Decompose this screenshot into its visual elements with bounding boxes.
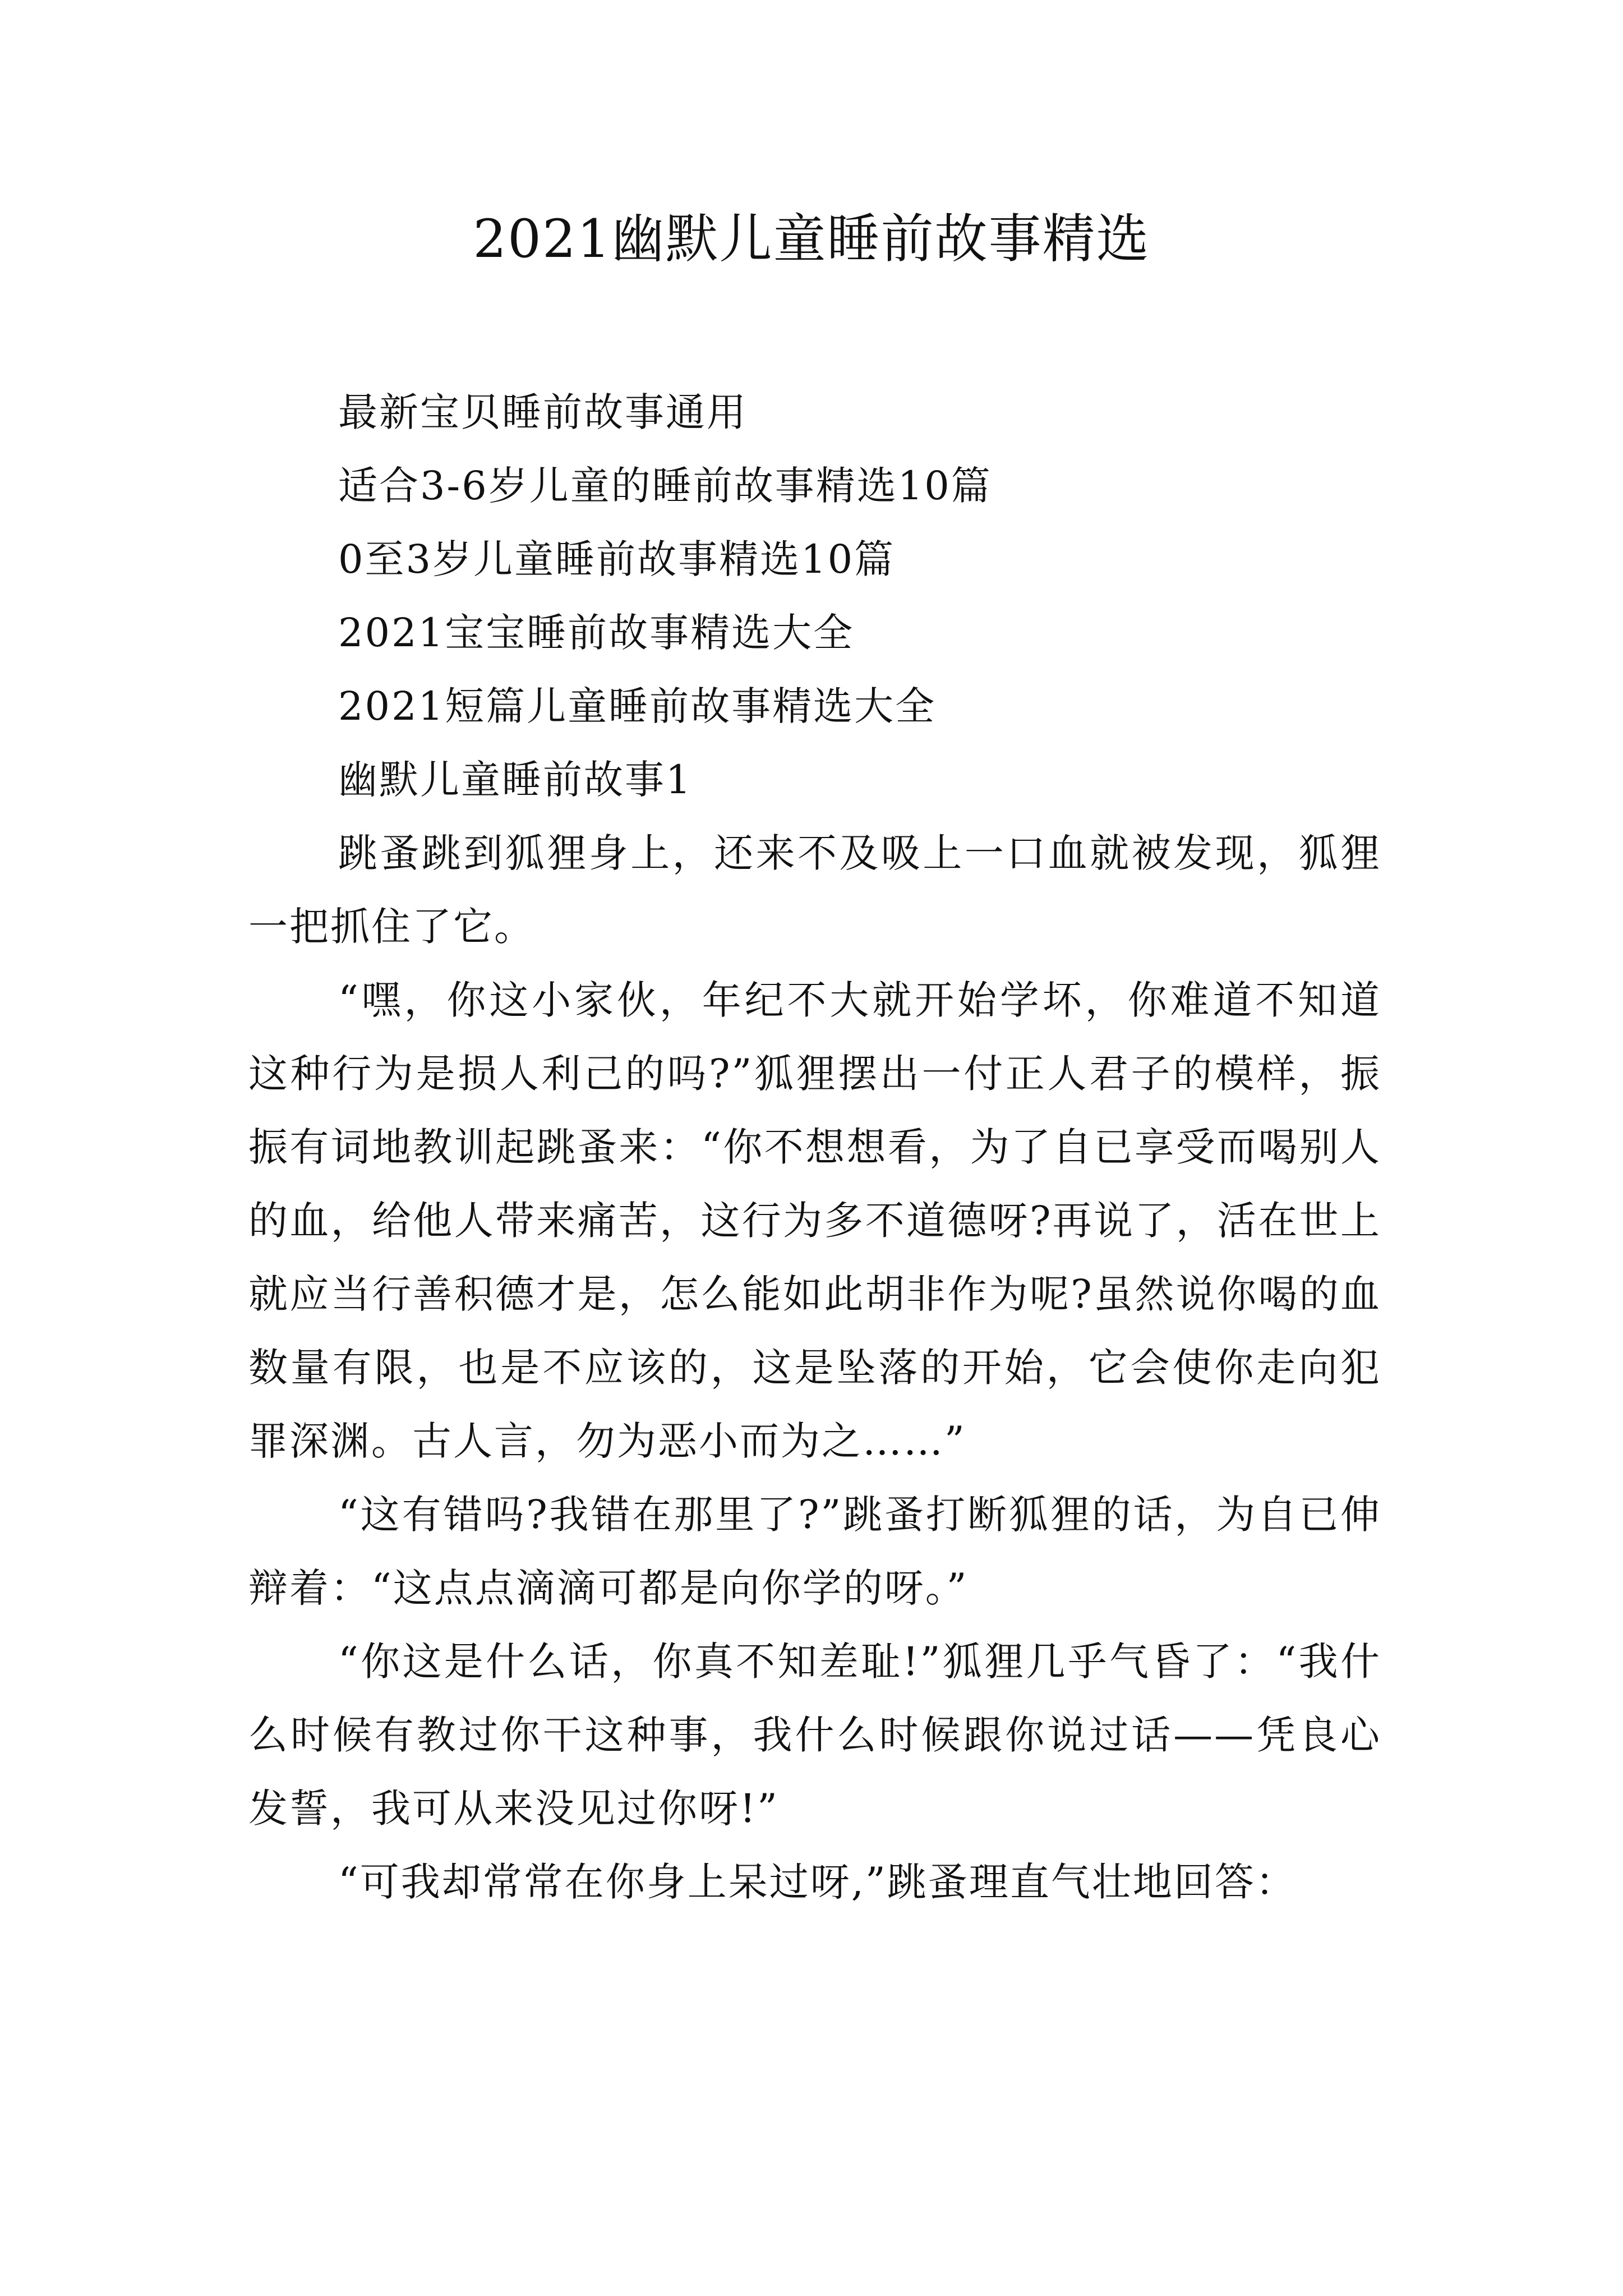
story-paragraph: “你这是什么话，你真不知差耻!”狐狸几乎气昏了：“我什么时候有教过你干这种事，我什么时候跟你说过话——凭良心发誓，我可从来没见过你呀!” bbox=[248, 1639, 1381, 1832]
related-link[interactable]: 2021短篇儿童睡前故事精选大全 bbox=[338, 683, 937, 729]
story-paragraph: “可我却常常在你身上呆过呀,”跳蚤理直气壮地回答： bbox=[338, 1859, 1297, 1905]
document-title: 2021幽默儿童睡前故事精选 bbox=[473, 209, 1150, 270]
story-paragraph: 跳蚤跳到狐狸身上，还来不及吸上一口血就被发现，狐狸一把抓住了它。 bbox=[248, 830, 1381, 950]
related-link[interactable]: 2021宝宝睡前故事精选大全 bbox=[338, 610, 855, 656]
related-link[interactable]: 0至3岁儿童睡前故事精选10篇 bbox=[338, 536, 896, 582]
section-heading: 幽默儿童睡前故事1 bbox=[338, 757, 693, 803]
story-paragraph: “嘿，你这小家伙，年纪不大就开始学坏，你难道不知道这种行为是损人利己的吗?”狐狸摆出一付正人君子的模样，振振有词地教训起跳蚤来：“你不想想看，为了自已享受而喝别人的血，给他人带来痛苦，这行为多不道德呀?再说了，活在世上就应当行善积德才是，怎么能如此胡非作为呢?虽然说你喝的血数量有限，也是不应该的，这是坠落的开始，它会使你走向犯罪深渊。古人言，勿为恶小而为之……” bbox=[248, 977, 1381, 1464]
story-paragraph: “这有错吗?我错在那里了?”跳蚤打断狐狸的话，为自已伸辩着：“这点点滴滴可都是向你学的呀。” bbox=[248, 1492, 1381, 1611]
related-link[interactable]: 适合3-6岁儿童的睡前故事精选10篇 bbox=[338, 463, 992, 509]
document-body bbox=[248, 376, 1381, 1919]
related-link[interactable]: 最新宝贝睡前故事通用 bbox=[338, 389, 748, 435]
